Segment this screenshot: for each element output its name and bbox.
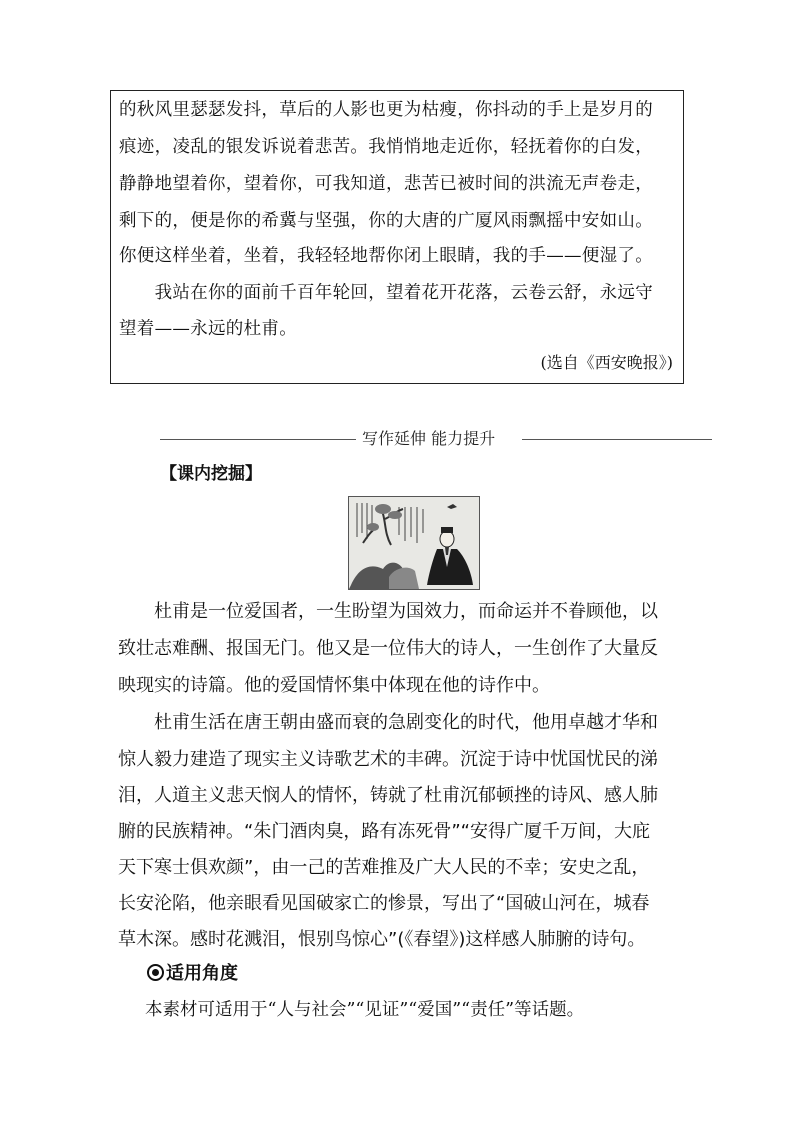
excerpt-line: 的秋风里瑟瑟发抖，草后的人影也更为枯瘦，你抖动的手上是岁月的 — [119, 100, 653, 120]
excerpt-line: 静静地望着你，望着你，可我知道，悲苦已被时间的洪流无声卷走， — [119, 174, 653, 194]
excerpt-line: 我站在你的面前千百年轮回，望着花开花落，云卷云舒，永远守 — [119, 283, 653, 303]
divider-rule-right — [522, 439, 712, 440]
usage-heading-text: 适用角度 — [166, 963, 238, 984]
filled-circle-bullet-icon — [147, 964, 164, 981]
painting-illustration — [349, 497, 479, 589]
excerpt-line: 痕迹，凌乱的银发诉说着悲苦。我悄悄地走近你，轻抚着你的白发， — [119, 137, 653, 157]
body-line: 草木深。感时花溅泪，恨别鸟惊心”(《春望》)这样感人肺腑的诗句。 — [118, 929, 646, 950]
usage-text: 本素材可适用于“人与社会”“见证”“爱国”“责任”等话题。 — [145, 1000, 585, 1020]
usage-heading — [147, 962, 238, 986]
excerpt-line: 你便这样坐着，坐着，我轻轻地帮你闭上眼睛，我的手——便湿了。 — [119, 246, 653, 266]
excerpt-line: 剩下的，便是你的希冀与坚强，你的大唐的广厦风雨飘摇中安如山。 — [119, 211, 653, 231]
excerpt-line: 望着——永远的杜甫。 — [119, 319, 297, 339]
section-divider — [160, 428, 712, 450]
body-line: 致壮志难酬、报国无门。他又是一位伟大的诗人，一生创作了大量反 — [118, 638, 658, 659]
subheading: 【课内挖掘】 — [160, 464, 262, 484]
excerpt-box — [110, 90, 684, 384]
body-line: 杜甫是一位爱国者，一生盼望为国效力，而命运并不眷顾他，以 — [118, 601, 658, 622]
body-line: 腑的民族精神。“朱门酒肉臭，路有冻死骨”“安得广厦千万间，大庇 — [118, 821, 650, 842]
du-fu-painting — [348, 496, 480, 590]
excerpt-source: (选自《西安晚报》) — [540, 353, 673, 372]
body-line: 长安沦陷，他亲眼看见国破家亡的惨景，写出了“国破山河在，城春 — [118, 893, 650, 914]
body-line: 惊人毅力建造了现实主义诗歌艺术的丰碑。沉淀于诗中忧国忧民的涕 — [118, 749, 658, 770]
body-line: 杜甫生活在唐王朝由盛而衰的急剧变化的时代，他用卓越才华和 — [118, 712, 658, 733]
body-line: 天下寒士俱欢颜”，由一己的苦难推及广大人民的不幸；安史之乱， — [118, 857, 650, 878]
body-line: 映现实的诗篇。他的爱国情怀集中体现在他的诗作中。 — [118, 675, 550, 696]
section-title: 写作延伸 能力提升 — [362, 429, 496, 448]
body-line: 泪，人道主义悲天悯人的情怀，铸就了杜甫沉郁顿挫的诗风、感人肺 — [118, 785, 658, 806]
divider-rule-left — [160, 439, 356, 440]
